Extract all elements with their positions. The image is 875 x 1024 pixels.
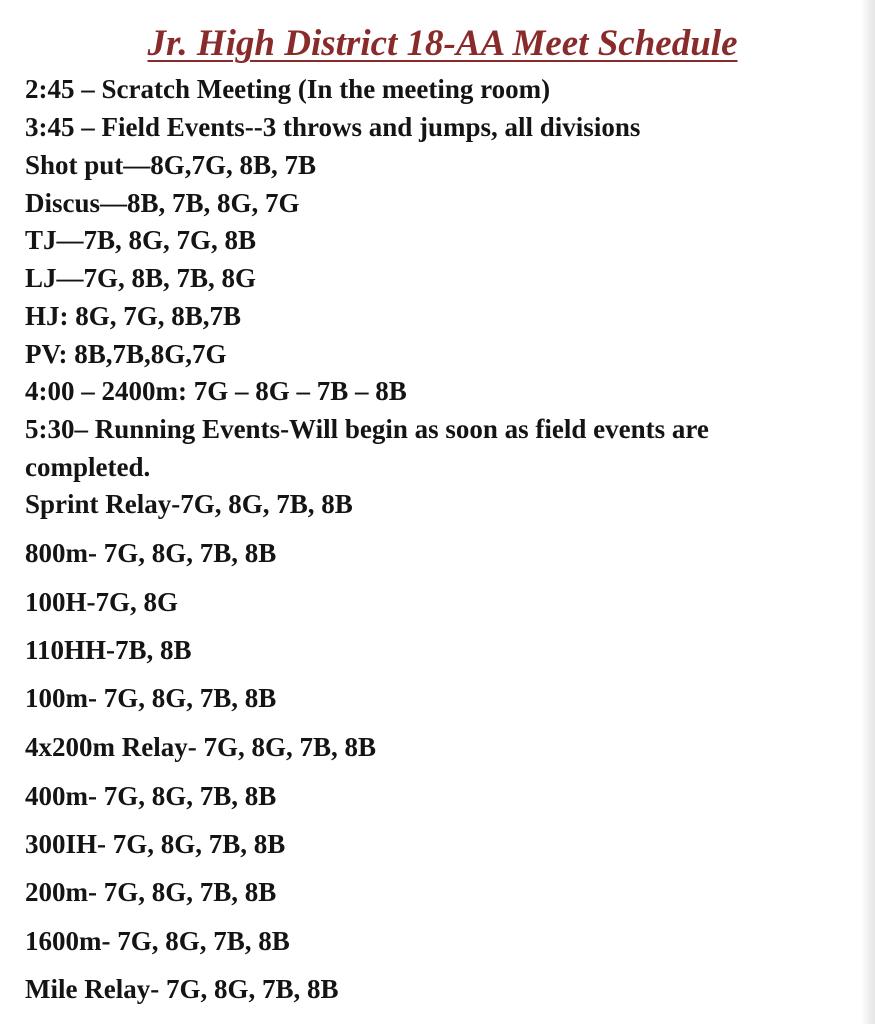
schedule-line: 110HH-7B, 8B — [25, 635, 192, 665]
schedule-line: 2:45 – Scratch Meeting (In the meeting room) — [25, 74, 551, 104]
schedule-line: 300IH- 7G, 8G, 7B, 8B — [25, 829, 286, 859]
schedule-line: HJ: 8G, 7G, 8B,7B — [25, 301, 242, 331]
schedule-line: Sprint Relay-7G, 8G, 7B, 8B — [25, 489, 353, 519]
schedule-line: PV: 8B,7B,8G,7G — [25, 339, 227, 369]
schedule-line: 4x200m Relay- 7G, 8G, 7B, 8B — [25, 732, 376, 762]
schedule-line: 5:30– Running Events-Will begin as soon as field events are — [25, 414, 709, 444]
schedule-line: 3:45 – Field Events--3 throws and jumps, all divisions — [25, 112, 641, 142]
schedule-line: Mile Relay- 7G, 8G, 7B, 8B — [25, 974, 339, 1004]
schedule-line: 100m- 7G, 8G, 7B, 8B — [25, 683, 277, 713]
schedule-line: 1600m- 7G, 8G, 7B, 8B — [25, 926, 290, 956]
schedule-line: Discus—8B, 7B, 8G, 7G — [25, 188, 300, 218]
schedule-line: 4:00 – 2400m: 7G – 8G – 7B – 8B — [25, 376, 407, 406]
page-edge-shadow — [861, 0, 875, 1024]
schedule-line: 800m- 7G, 8G, 7B, 8B — [25, 538, 277, 568]
schedule-line: LJ—7G, 8B, 7B, 8G — [25, 263, 257, 293]
schedule-line: 100H-7G, 8G — [25, 587, 178, 617]
schedule-line: completed. — [25, 452, 151, 482]
schedule-line: TJ—7B, 8G, 7G, 8B — [25, 225, 257, 255]
document-title: Jr. High District 18-AA Meet Schedule — [147, 23, 738, 64]
schedule-line: Shot put—8G,7G, 8B, 7B — [25, 150, 317, 180]
schedule-line: 200m- 7G, 8G, 7B, 8B — [25, 877, 277, 907]
schedule-line: 400m- 7G, 8G, 7B, 8B — [25, 781, 277, 811]
